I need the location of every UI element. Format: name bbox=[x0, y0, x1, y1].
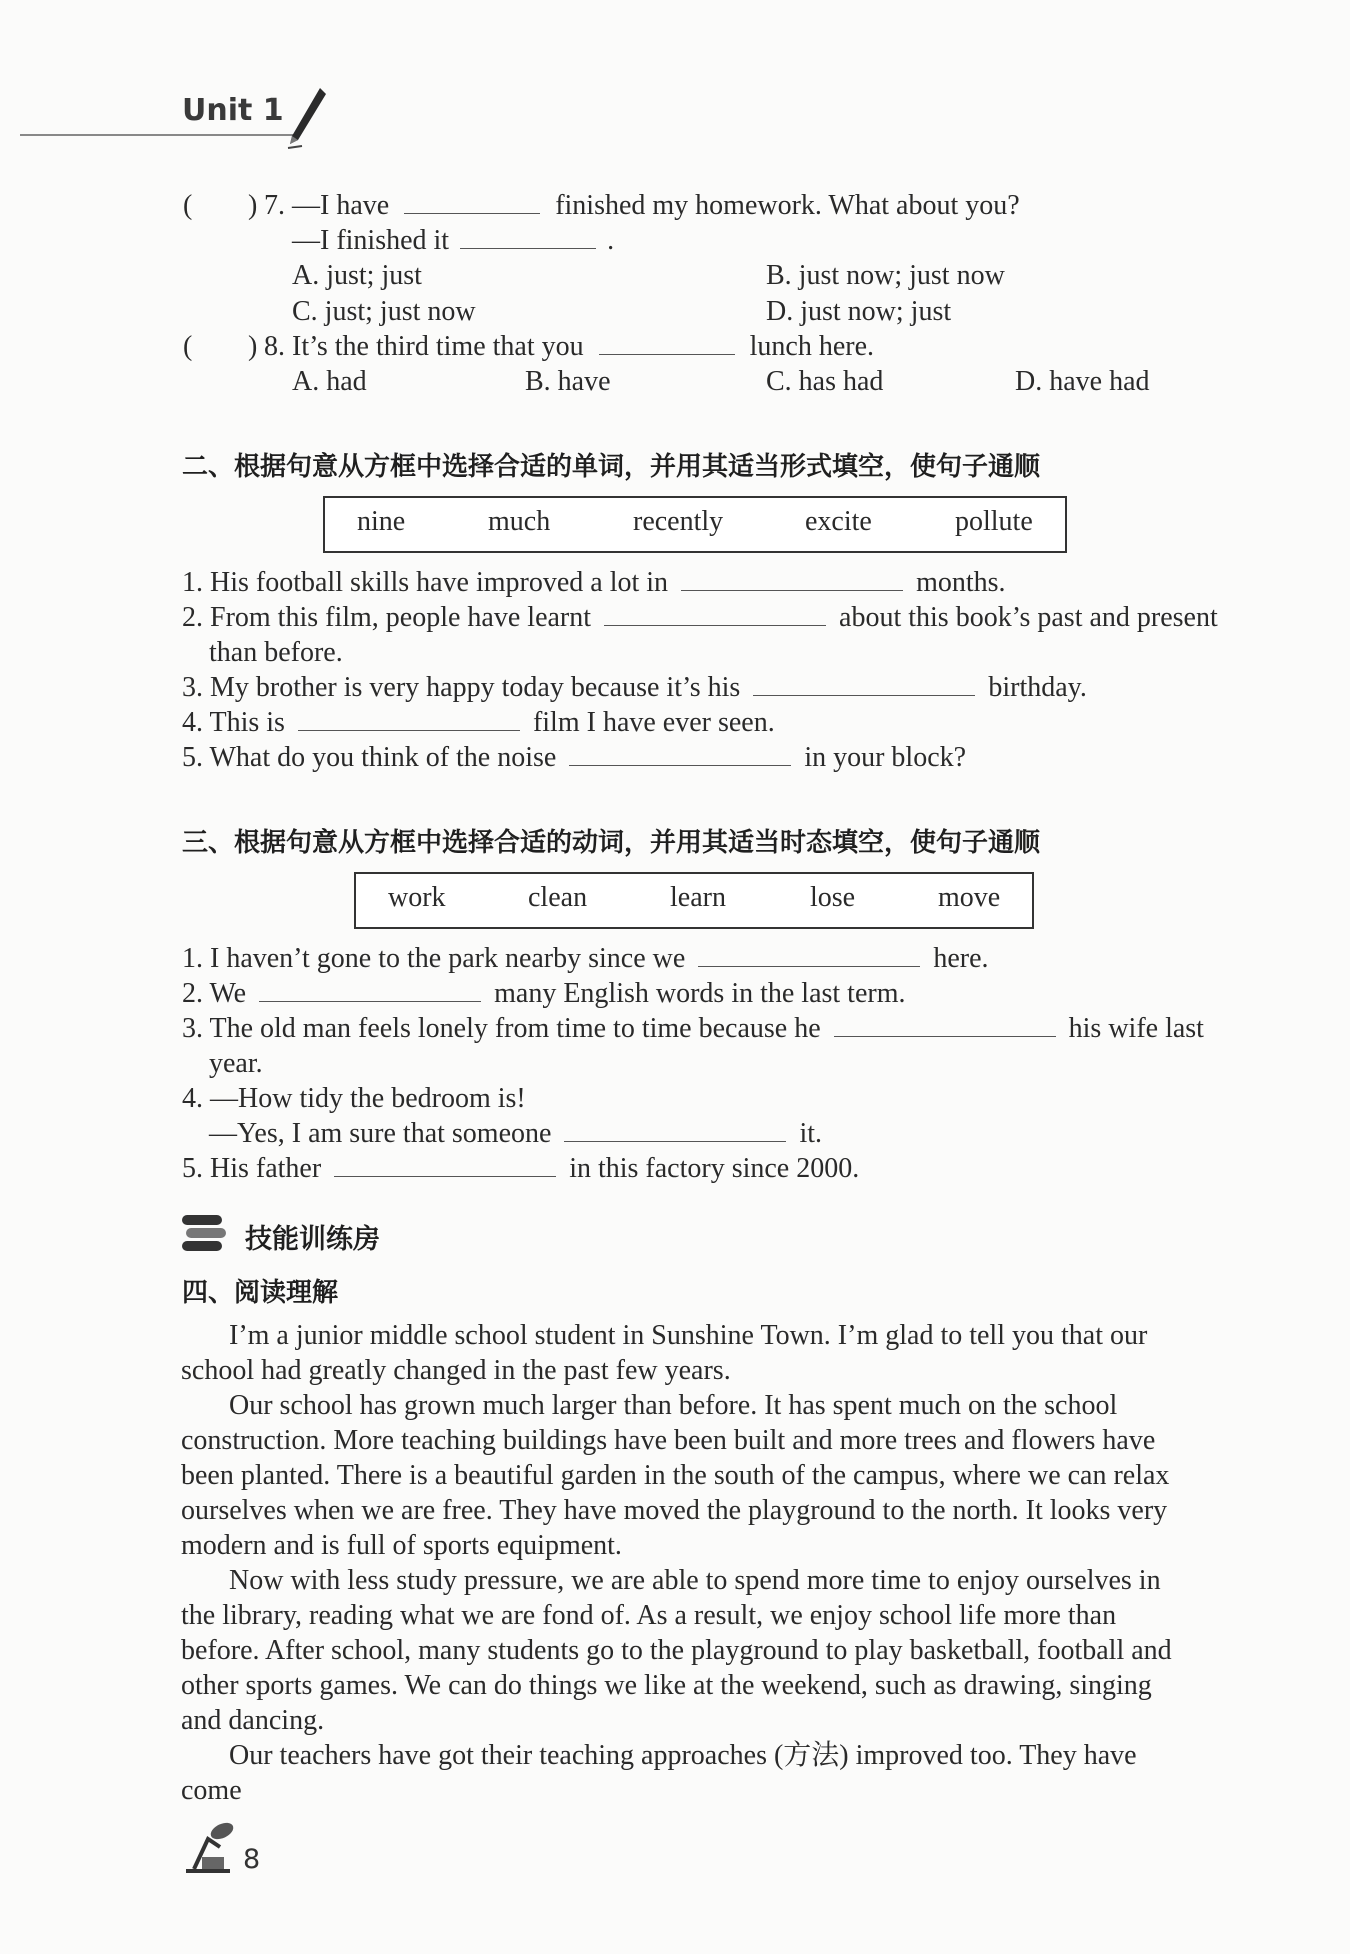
q8-paren-right: ) bbox=[248, 331, 258, 362]
s3-item-1-tail: here. bbox=[933, 943, 989, 974]
s2-item-3-text: 3. My brother is very happy today because it’s his bbox=[182, 672, 741, 703]
s3-item-4-reply-text: —Yes, I am sure that someone bbox=[209, 1118, 552, 1149]
s2-item-2-tail: about this book’s past and present bbox=[839, 602, 1218, 633]
q8-option-b[interactable]: B. have bbox=[525, 366, 611, 397]
s2-item-2-text: 2. From this film, people have learnt bbox=[182, 602, 592, 633]
s3-item-1 bbox=[182, 943, 989, 975]
q7-text-a: —I have bbox=[292, 190, 390, 221]
s3-item-3-blank[interactable] bbox=[834, 1014, 1056, 1037]
s3-item-5 bbox=[182, 1153, 859, 1185]
q7-blank-1[interactable] bbox=[404, 191, 540, 214]
s3-item-5-tail: in this factory since 2000. bbox=[569, 1153, 860, 1184]
q7-paren-left: ( bbox=[183, 190, 193, 221]
page-number: 8 bbox=[243, 1844, 261, 1875]
s2-item-5-blank[interactable] bbox=[569, 743, 791, 766]
s2-item-1-tail: months. bbox=[916, 567, 1006, 598]
section2-word-box bbox=[323, 496, 1067, 553]
q8-number: 8. bbox=[264, 331, 285, 362]
passage-paragraph-4 bbox=[181, 1738, 1199, 1808]
q7-text-b2: . bbox=[607, 225, 615, 256]
section2-title: 二、根据句意从方框中选择合适的单词，并用其适当形式填空，使句子通顺 bbox=[182, 452, 1041, 482]
s2-item-4 bbox=[182, 707, 775, 739]
s3-item-3 bbox=[182, 1013, 1204, 1045]
q7-option-d[interactable]: D. just now; just bbox=[766, 296, 952, 327]
s3-item-4-blank[interactable] bbox=[564, 1119, 786, 1142]
q7-option-a[interactable]: A. just; just bbox=[292, 260, 422, 291]
s3-item-2-tail: many English words in the last term. bbox=[494, 978, 906, 1009]
s2-item-3 bbox=[182, 672, 1087, 704]
s2-item-2-cont: than before. bbox=[209, 637, 343, 668]
q7-line2 bbox=[292, 225, 614, 257]
s2-item-1-text: 1. His football skills have improved a lot in bbox=[182, 567, 669, 598]
q7-paren-right: ) bbox=[248, 190, 258, 221]
section3-word-1: work bbox=[388, 882, 446, 913]
s2-item-5-tail: in your block? bbox=[804, 742, 967, 773]
q8-option-a[interactable]: A. had bbox=[292, 366, 367, 397]
s3-item-5-text: 5. His father bbox=[182, 1153, 322, 1184]
section3-title: 三、根据句意从方框中选择合适的动词，并用其适当时态填空，使句子通顺 bbox=[182, 828, 1041, 858]
section4-title: 四、阅读理解 bbox=[182, 1278, 339, 1308]
passage-paragraph-3-text: Now with less study pressure, we are able to spend more time to enjoy ourselves in the library, reading what we are fond of. As a result, we enjoy school life more than before. After school, many students go to the playground to play basketball, football and other sports games. We can do things we like at the weekend, such as drawing, singing and dancing. bbox=[181, 1565, 1172, 1736]
q7-number: 7. bbox=[264, 190, 285, 221]
s3-item-1-text: 1. I haven’t gone to the park nearby since we bbox=[182, 943, 686, 974]
s3-item-5-blank[interactable] bbox=[334, 1154, 556, 1177]
passage-paragraph-2-text: Our school has grown much larger than before. It has spent much on the school construction. More teaching buildings have been built and more trees and flowers have been planted. There is a beautiful garden in the south of the campus, where we can relax ourselves when we are free. They have moved the playground to the north. It looks very modern and is full of sports equipment. bbox=[181, 1390, 1170, 1561]
s2-item-4-blank[interactable] bbox=[298, 708, 520, 731]
q7-text-b: —I finished it bbox=[292, 225, 450, 256]
q8-text2: lunch here. bbox=[749, 331, 875, 362]
q8-text: It’s the third time that you bbox=[292, 331, 584, 362]
passage-paragraph-2 bbox=[181, 1388, 1199, 1563]
q7-option-b[interactable]: B. just now; just now bbox=[766, 260, 1005, 291]
s2-item-2 bbox=[182, 602, 1218, 634]
section2-word-5: pollute bbox=[955, 506, 1033, 537]
passage-paragraph-1 bbox=[181, 1318, 1199, 1388]
lamp-icon bbox=[180, 1817, 238, 1875]
section2-word-3: recently bbox=[633, 506, 724, 537]
q7-text-a2: finished my homework. What about you? bbox=[555, 190, 1020, 221]
s2-item-5 bbox=[182, 742, 966, 774]
s2-item-1 bbox=[182, 567, 1006, 599]
s3-item-3-tail: his wife last bbox=[1068, 1013, 1204, 1044]
s3-item-2-blank[interactable] bbox=[259, 979, 481, 1002]
s2-item-3-tail: birthday. bbox=[988, 672, 1087, 703]
s3-item-2-text: 2. We bbox=[182, 978, 247, 1009]
s3-item-4-tail: it. bbox=[799, 1118, 823, 1149]
section2-word-1: nine bbox=[357, 506, 406, 537]
passage-paragraph-3 bbox=[181, 1563, 1199, 1738]
s3-item-4: 4. —How tidy the bedroom is! bbox=[182, 1083, 526, 1114]
s3-item-2 bbox=[182, 978, 906, 1010]
section2-word-4: excite bbox=[805, 506, 872, 537]
section3-word-2: clean bbox=[528, 882, 588, 913]
pen-icon bbox=[282, 84, 330, 152]
q8-option-d[interactable]: D. have had bbox=[1015, 366, 1150, 397]
q7-option-c[interactable]: C. just; just now bbox=[292, 296, 476, 327]
section3-word-5: move bbox=[938, 882, 1001, 913]
unit-title: Unit 1 bbox=[182, 93, 284, 128]
q7-line1 bbox=[264, 190, 1020, 222]
skills-title: 技能训练房 bbox=[245, 1224, 380, 1255]
section2-word-2: much bbox=[488, 506, 551, 537]
q8-blank[interactable] bbox=[599, 332, 735, 355]
s2-item-4-tail: film I have ever seen. bbox=[532, 707, 775, 738]
q8-paren-left: ( bbox=[183, 331, 193, 362]
header-rule bbox=[20, 134, 300, 136]
s3-item-3-text: 3. The old man feels lonely from time to time because he bbox=[182, 1013, 821, 1044]
passage-paragraph-1-text: I’m a junior middle school student in Sunshine Town. I’m glad to tell you that our school had greatly changed in the past few years. bbox=[181, 1320, 1148, 1386]
s2-item-5-text: 5. What do you think of the noise bbox=[182, 742, 557, 773]
section3-word-3: learn bbox=[670, 882, 726, 913]
s3-item-1-blank[interactable] bbox=[698, 944, 920, 967]
s3-item-3-cont: year. bbox=[209, 1048, 263, 1079]
s2-item-2-blank[interactable] bbox=[604, 603, 826, 626]
skills-icon bbox=[180, 1213, 228, 1253]
s2-item-3-blank[interactable] bbox=[753, 673, 975, 696]
passage-paragraph-4-text: Our teachers have got their teaching approaches (方法) improved too. They have come bbox=[181, 1740, 1137, 1806]
s3-item-4-reply bbox=[209, 1118, 822, 1150]
q7-blank-2[interactable] bbox=[460, 226, 596, 249]
q8-option-c[interactable]: C. has had bbox=[766, 366, 884, 397]
s2-item-1-blank[interactable] bbox=[681, 568, 903, 591]
section3-word-box bbox=[354, 872, 1034, 929]
section3-word-4: lose bbox=[810, 882, 856, 913]
q8-line1 bbox=[264, 331, 874, 363]
s2-item-4-text: 4. This is bbox=[182, 707, 285, 738]
